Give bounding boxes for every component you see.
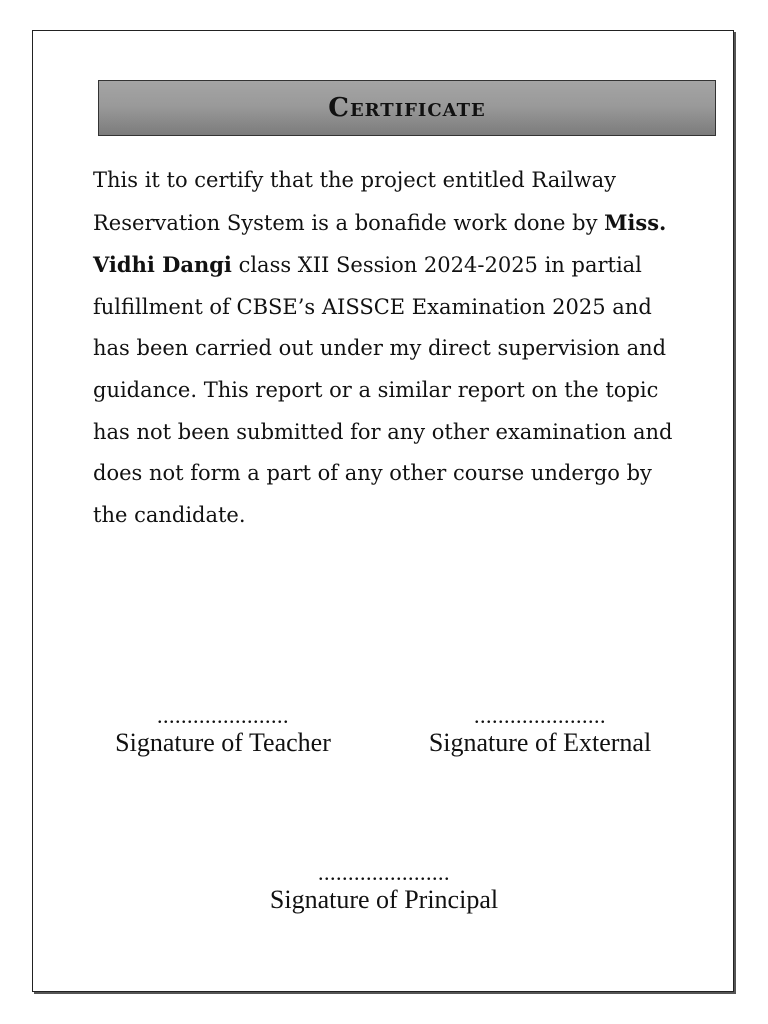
title-banner	[98, 80, 716, 136]
teacher-signature-block	[93, 705, 353, 759]
signature-line: ......................	[474, 703, 606, 728]
principal-signature-label: Signature of Principal	[269, 885, 499, 914]
certificate-title: Certificate	[328, 93, 486, 123]
signature-line: ......................	[157, 703, 289, 728]
signature-line: ......................	[318, 860, 450, 885]
external-signature-block	[406, 705, 674, 759]
certificate-body	[93, 160, 683, 536]
body-text-intro: This it to certify that the project entitled Railway Reservation System is a bonafide work done by	[93, 168, 617, 235]
external-signature-label: Signature of External	[428, 728, 652, 757]
student-name: Miss. Vidhi Dangi	[93, 209, 667, 278]
body-text-rest: class XII Session 2024-2025 in partial fulfillment of CBSE’s AISSCE Examination 2025 and has been carried out under my direct supervision and guidance. This report or a similar report on the topic has not been submitted for any other examination and does not form a part of any other course undergo by the candidate.	[93, 253, 673, 527]
certificate-paragraph	[93, 160, 683, 536]
teacher-signature-label: Signature of Teacher	[115, 728, 331, 757]
principal-signature-block	[244, 862, 524, 916]
